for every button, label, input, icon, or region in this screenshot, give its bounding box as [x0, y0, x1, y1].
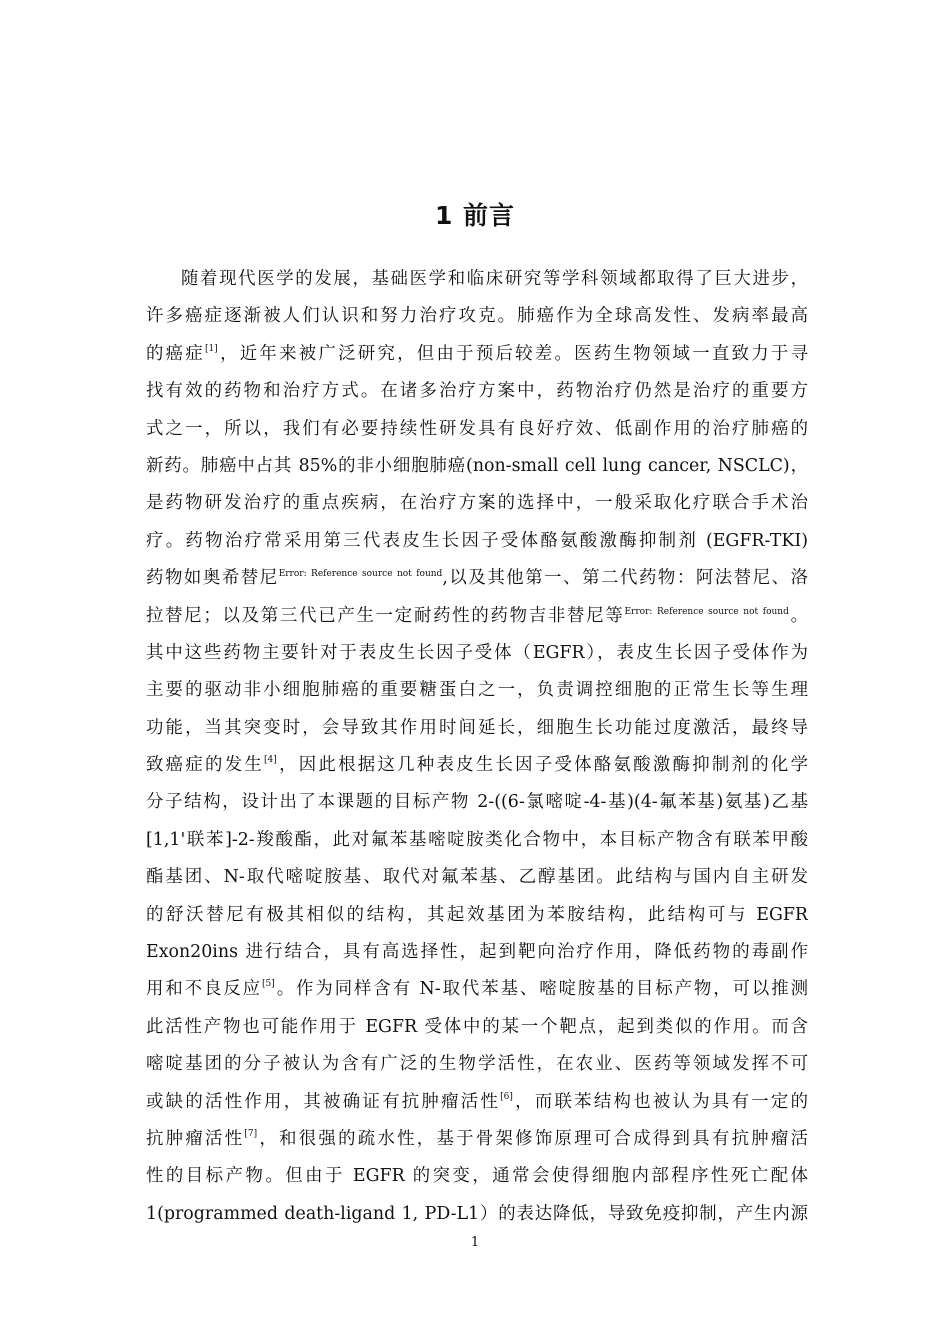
text-line: [146, 859, 808, 896]
text-line: [146, 448, 808, 485]
text-line: [146, 523, 808, 560]
text-segment: Exon20ins 进行结合，具有高选择性，起到靶向治疗作用，降低药物的毒副作: [146, 942, 808, 963]
text-segment: ，和很强的疏水性，基于骨架修饰原理可合成得到具有抗肿瘤活: [257, 1128, 808, 1149]
text-segment: 性的目标产物。但由于 EGFR 的突变，通常会使得细胞内部程序性死亡配体: [146, 1166, 808, 1187]
text-line: [146, 1084, 808, 1121]
text-line: [146, 784, 808, 821]
text-line: [146, 1158, 808, 1195]
text-segment: 用和不良反应: [146, 979, 263, 1000]
citation-reference: [7]: [244, 1128, 258, 1139]
text-line: [146, 747, 808, 784]
text-segment: 拉替尼；以及第三代已产生一定耐药性的药物吉非替尼等: [146, 605, 625, 626]
text-segment: 其中这些药物主要针对于表皮生长因子受体（EGFR），表皮生长因子受体作为: [146, 642, 808, 663]
text-line: [146, 971, 808, 1008]
citation-reference: [6]: [500, 1091, 513, 1102]
text-line: [146, 485, 808, 522]
text-line: [146, 635, 808, 672]
text-line: [146, 710, 808, 747]
text-segment: 许多癌症逐渐被人们认识和努力治疗攻克。肺癌作为全球高发性、发病率最高: [146, 306, 808, 327]
text-segment: 药物如奥希替尼: [146, 568, 279, 589]
text-segment: 新药。肺癌中占其 85%的非小细胞肺癌(non-small cell lung cancer, NSCLC)，: [146, 455, 808, 476]
text-line: [146, 598, 808, 635]
text-segment: 疗。药物治疗常采用第三代表皮生长因子受体酪氨酸激酶抑制剂 (EGFR-TKI): [146, 530, 808, 551]
text-line: [146, 1121, 808, 1158]
text-segment: ，近年来被广泛研究，但由于预后较差。医药生物领域一直致力于寻: [217, 343, 808, 364]
text-segment: 嘧啶基团的分子被认为含有广泛的生物学活性，在农业、医药等领域发挥不可: [146, 1054, 808, 1075]
text-line: [146, 261, 808, 298]
text-segment: 。: [788, 605, 808, 626]
text-segment: 式之一，所以，我们有必要持续性研发具有良好疗效、低副作用的治疗肺癌的: [146, 418, 808, 439]
text-line: [146, 336, 808, 373]
text-line: [146, 897, 808, 934]
text-line: [146, 1046, 808, 1083]
text-segment: 此活性产物也可能作用于 EGFR 受体中的某一个靶点，起到类似的作用。而含: [146, 1016, 808, 1037]
citation-reference: [4]: [264, 755, 277, 766]
text-segment: 1(programmed death-ligand 1, PD-L1）的表达降低，导致免疫抑制，产生内源: [146, 1203, 808, 1224]
body-paragraph: [146, 261, 808, 1233]
text-line: [146, 672, 808, 709]
text-segment: ，而联苯结构也被认为具有一定的: [512, 1091, 808, 1112]
text-segment: 功能，当其突变时，会导致其作用时间延长，细胞生长功能过度激活，最终导: [146, 717, 808, 738]
text-segment: 致癌症的发生: [146, 755, 265, 776]
text-segment: ，因此根据这几种表皮生长因子受体酪氨酸激酶抑制剂的化学: [276, 755, 808, 776]
reference-error-text: Error: Reference source not found: [278, 569, 443, 580]
text-segment: 的癌症: [146, 343, 206, 364]
text-line: [146, 298, 808, 335]
text-segment: ,以及其他第一、第二代药物：阿法替尼、洛: [442, 568, 808, 589]
text-segment: 分子结构，设计出了本课题的目标产物 2-((6-氯嘧啶-4-基)(4-氟苯基)氨基)乙基: [146, 792, 808, 813]
reference-error-text: Error: Reference source not found: [624, 606, 789, 617]
text-line: [146, 1009, 808, 1046]
text-line: [146, 373, 808, 410]
text-segment: 抗肿瘤活性: [146, 1128, 245, 1149]
citation-reference: [5]: [262, 979, 275, 990]
text-line: [146, 560, 808, 597]
citation-reference: [1]: [205, 343, 218, 354]
text-segment: 找有效的药物和治疗方式。在诸多治疗方案中，药物治疗仍然是治疗的重要方: [146, 381, 808, 402]
text-segment: 酯基团、N-取代嘧啶胺基、取代对氟苯基、乙醇基团。此结构与国内自主研发: [146, 867, 808, 888]
page-title: 1 前言: [434, 201, 516, 230]
text-segment: 主要的驱动非小细胞肺癌的重要糖蛋白之一，负责调控细胞的正常生长等生理: [146, 680, 808, 701]
text-segment: 的舒沃替尼有极其相似的结构，其起效基团为苯胺结构，此结构可与 EGFR: [146, 904, 808, 925]
text-segment: 是药物研发治疗的重点疾病，在治疗方案的选择中，一般采取化疗联合手术治: [146, 493, 808, 514]
text-line: [146, 822, 808, 859]
text-line: [146, 1196, 808, 1233]
text-segment: 或缺的活性作用，其被确证有抗肿瘤活性: [146, 1091, 501, 1112]
text-segment: [1,1'联苯]-2-羧酸酯，此对氟苯基嘧啶胺类化合物中，本目标产物含有联苯甲酸: [146, 829, 808, 850]
text-line: [146, 411, 808, 448]
text-segment: 。作为同样含有 N-取代苯基、嘧啶胺基的目标产物，可以推测: [274, 979, 808, 1000]
text-segment: 随着现代医学的发展，基础医学和临床研究等学科领域都取得了巨大进步，: [181, 269, 808, 289]
page-number: 1: [470, 1235, 480, 1250]
text-line: [146, 934, 808, 971]
